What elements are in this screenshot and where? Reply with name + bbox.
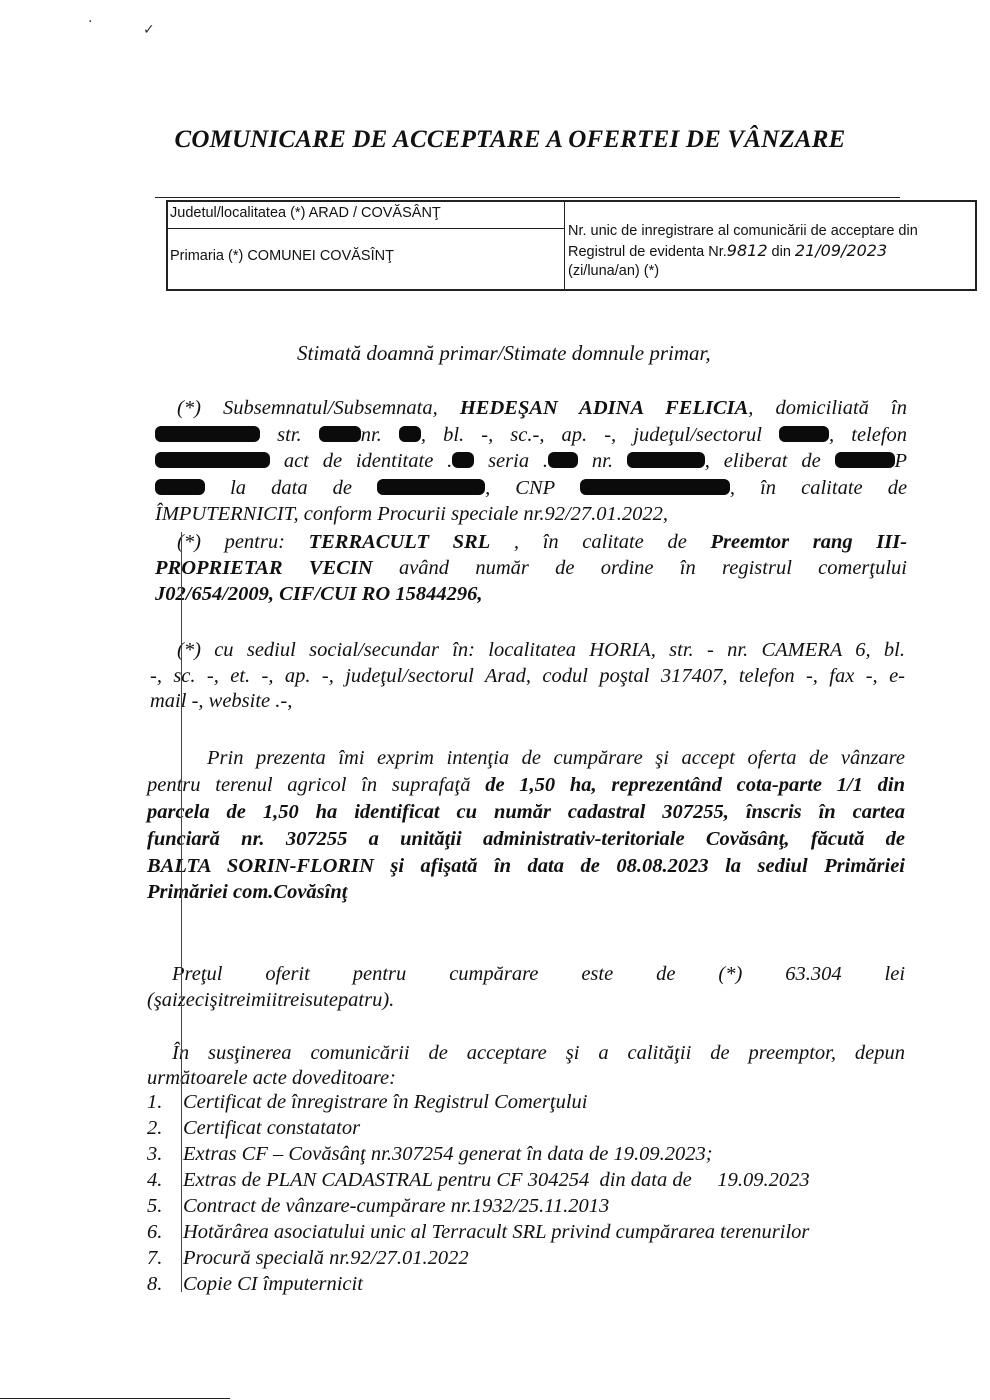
subscriber-name: HEDEŞAN ADINA FELICIA — [459, 397, 749, 419]
list-item — [147, 1271, 810, 1297]
scan-mark: ✓ — [143, 22, 155, 38]
paragraph3-line1: (*) cu sediul social/secundar în: localitatea HORIA, str. - nr. CAMERA 6, bl. — [177, 639, 905, 661]
p1-suffix: , domiciliată în — [748, 397, 908, 419]
list-item — [147, 1089, 810, 1115]
list-text: Copie CI împuternicit — [183, 1273, 363, 1295]
paragraph2-line1 — [177, 530, 907, 555]
redacted-block — [155, 479, 205, 495]
price-word: este — [581, 963, 614, 985]
redacted-block — [627, 452, 705, 468]
registration-din: din — [771, 244, 791, 260]
p4-text: pentru terenul agricol în suprafaţă — [147, 774, 471, 796]
list-item — [147, 1115, 810, 1141]
p4-text-bold: de 1,50 ha, reprezentând cota-parte 1/1 din — [485, 774, 906, 796]
redacted-block — [835, 452, 895, 468]
list-item — [147, 1167, 810, 1193]
paragraph1-line1 — [177, 396, 907, 421]
redacted-block — [155, 426, 260, 442]
list-text: Contract de vânzare-cumpărare nr.1932/25.11.2013 — [183, 1195, 610, 1217]
paragraph2-line2 — [155, 556, 907, 581]
p1-text: seria . — [488, 450, 549, 472]
list-text: Procură specială nr.92/27.01.2022 — [183, 1247, 469, 1269]
p1-text: , telefon — [829, 424, 908, 446]
list-number: 3. — [147, 1143, 163, 1165]
paragraph4-line6: Primăriei com.Covăsînţ — [147, 881, 348, 903]
price-word: pentru — [352, 963, 407, 985]
p2-text: , în calitate de — [513, 531, 687, 553]
paragraph4-line2 — [147, 773, 905, 798]
paragraph1-line5: ÎMPUTERNICIT, conform Procurii speciale nr.92/27.01.2022, — [155, 503, 669, 525]
redacted-block — [399, 426, 421, 442]
paragraph4-line5: BALTA SORIN-FLORIN şi afişată în data de 08.08.2023 la sediul Primăriei — [147, 855, 905, 877]
registration-line1: Nr. unic de inregistrare al comunicării de acceptare din — [568, 223, 918, 239]
p1-text: la data de — [230, 477, 352, 499]
list-item — [147, 1245, 810, 1271]
registration-line2 — [568, 241, 918, 262]
list-number: 4. — [147, 1169, 163, 1191]
list-text: Extras de PLAN CADASTRAL pentru CF 304254 din data de 19.09.2023 — [183, 1169, 810, 1191]
judet-cell: Judetul/localitatea (*) ARAD / COVĂSÂNŢ — [170, 205, 441, 221]
list-number: 5. — [147, 1195, 163, 1217]
list-text: Hotărârea asociatului unic al Terracult SRL privind cumpărarea terenurilor — [183, 1221, 810, 1243]
price-line2: (şaizecişitreimiitreisutepatru). — [147, 989, 395, 1011]
salutation: Stimată doamnă primar/Stimate domnule primar, — [297, 341, 711, 365]
p1-text: , eliberat de — [704, 450, 821, 472]
primaria-cell: Primaria (*) COMUNEI COVĂSÎNŢ — [170, 248, 394, 264]
redacted-block — [319, 426, 361, 442]
p1-text: , în calitate de — [729, 477, 908, 499]
registration-date: 21/09/2023 — [794, 241, 888, 260]
p1-text: nr. — [591, 450, 613, 472]
footer-rule — [0, 1398, 230, 1399]
price-word: lei — [884, 963, 906, 985]
price-word: cumpărare — [449, 963, 539, 985]
p1-text: , CNP — [485, 477, 555, 499]
list-number: 8. — [147, 1273, 163, 1295]
registration-cell — [568, 222, 918, 281]
header-table — [166, 200, 977, 291]
price-word: oferit — [265, 963, 310, 985]
list-text: Extras CF – Covăsânţ nr.307254 generat în data de 19.09.2023; — [183, 1143, 713, 1165]
list-number: 1. — [147, 1091, 163, 1113]
company-name: TERRACULT SRL — [308, 531, 491, 553]
paragraph4-line3: parcela de 1,50 ha identificat cu număr cadastral 307255, înscris în cartea — [147, 801, 905, 823]
supporting-line1: În susţinerea comunicării de acceptare şi a calităţii de preemptor, depun — [172, 1042, 905, 1064]
list-text: Certificat constatator — [183, 1117, 361, 1139]
company-registry: J02/654/2009, CIF/CUI RO 15844296, — [155, 583, 483, 605]
paragraph4-line1: Prin prezenta îmi exprim intenţia de cumpărare şi accept oferta de vânzare — [207, 747, 905, 769]
paragraph1-line4 — [155, 476, 907, 501]
paragraph3-line2: -, sc. -, et. -, ap. -, judeţul/sectorul Arad, codul poştal 317407, telefon -, fax -, e- — [150, 665, 905, 687]
registration-line3: (zi/luna/an) (*) — [568, 263, 660, 279]
p1-prefix: (*) Subsemnatul/Subsemnata, — [177, 397, 438, 419]
list-item — [147, 1193, 810, 1219]
redacted-block — [548, 452, 578, 468]
p2-text: având număr de ordine în registrul comerţului — [398, 557, 907, 579]
table-divider — [168, 228, 564, 229]
registration-prefix: Registrul de evidenta Nr. — [568, 244, 727, 260]
preemptor-role-cont: PROPRIETAR VECIN — [155, 557, 373, 579]
list-item — [147, 1141, 810, 1167]
price-word: (*) — [718, 963, 743, 985]
price-word: Preţul — [172, 963, 223, 985]
price-amount: 63.304 — [785, 963, 842, 985]
p1-text: nr. — [360, 424, 382, 446]
registration-number: 9812 — [726, 241, 768, 260]
redacted-block — [377, 479, 485, 495]
list-number: 2. — [147, 1117, 163, 1139]
list-number: 6. — [147, 1221, 163, 1243]
divider — [155, 197, 900, 198]
table-divider — [564, 200, 565, 291]
paragraph1-line2 — [155, 423, 907, 448]
p1-text: str. — [277, 424, 302, 446]
redacted-block — [580, 479, 730, 495]
p1-text: P — [894, 450, 908, 472]
document-title: COMUNICARE DE ACCEPTARE A OFERTEI DE VÂNZARE — [174, 126, 846, 153]
paragraph1-line3 — [155, 449, 907, 474]
list-number: 7. — [147, 1247, 163, 1269]
redacted-block — [452, 452, 474, 468]
supporting-line2: următoarele acte doveditoare: — [147, 1067, 396, 1089]
list-text: Certificat de înregistrare în Registrul Comerţului — [183, 1091, 588, 1113]
price-line1 — [172, 962, 905, 987]
documents-list — [147, 1089, 810, 1297]
p1-text: act de identitate . — [283, 450, 453, 472]
p1-text: , bl. -, sc.-, ap. -, judeţul/sectorul — [420, 424, 762, 446]
p2-text: (*) pentru: — [177, 531, 285, 553]
scan-margin-line — [181, 532, 182, 1292]
paragraph4-line4: funciară nr. 307255 a unităţii administrativ-teritoriale Covăsânţ, făcută de — [147, 828, 905, 850]
paragraph3-line3: mail -, website .-, — [150, 690, 293, 712]
price-word: de — [656, 963, 676, 985]
list-item — [147, 1219, 810, 1245]
preemptor-role: Preemtor rang III- — [710, 531, 908, 553]
redacted-block — [779, 426, 829, 442]
redacted-block — [155, 452, 270, 468]
scan-mark: · — [88, 14, 93, 30]
